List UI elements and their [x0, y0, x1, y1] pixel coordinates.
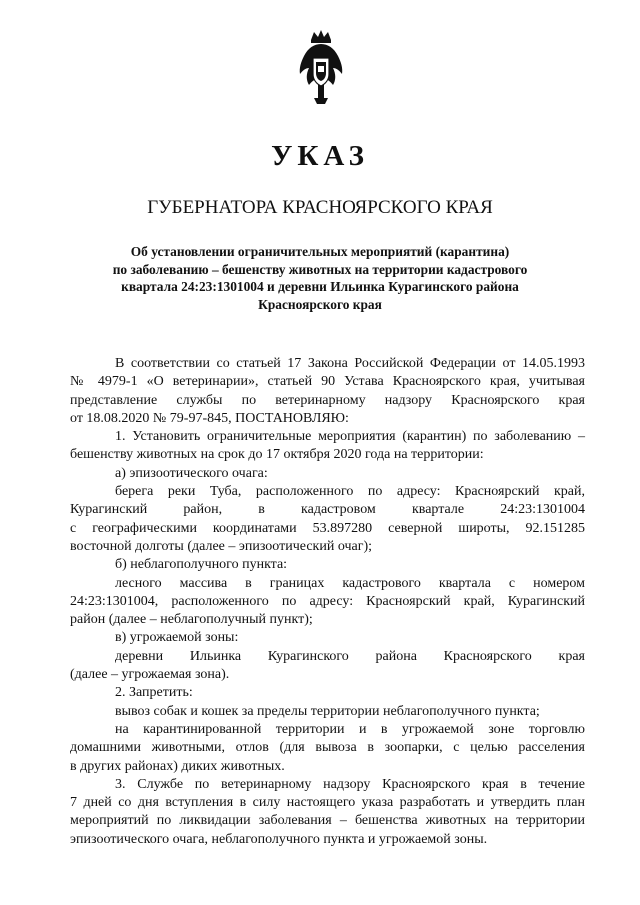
body-line: в) угрожаемой зоны:	[115, 630, 239, 646]
body-line: с географическими координатами 53.897280 северной широты, 92.151285	[70, 520, 585, 536]
body-line: 1. Установить ограничительные мероприятия (карантин) по заболеванию –	[115, 429, 585, 445]
subject-line: Об установлении ограничительных мероприятий (карантина)	[130, 244, 510, 259]
body-line: № 4979-1 «О ветеринарии», статьей 90 Устава Красноярского края, учитывая	[70, 374, 585, 390]
document-type-title: УКАЗ	[271, 140, 369, 172]
body-line: на карантинированной территории и в угрожаемой зоне торговлю	[115, 721, 585, 737]
body-line: 3. Службе по ветеринарному надзору Красноярского края в течение	[115, 776, 585, 792]
body-line: эпизоотического очага, неблагополучного пункта и угрожаемой зоны.	[70, 831, 488, 847]
body-line: район (далее – неблагополучный пункт);	[70, 612, 313, 628]
subject-line: квартала 24:23:1301004 и деревни Ильинка Курагинского района	[121, 279, 519, 295]
subject-line: Красноярского края	[258, 296, 382, 312]
body-line: 24:23:1301004, расположенного по адресу: Красноярский край, Курагинский	[70, 593, 585, 609]
body-line: Курагинский район, в кадастровом квартале 24:23:1301004	[70, 502, 585, 518]
body-line: домашними животными, отлов (для вывоза в зоопарки, с целью расселения	[70, 740, 585, 756]
decree-body	[70, 355, 585, 849]
subject-line: по заболеванию – бешенству животных на территории кадастрового	[112, 261, 528, 277]
body-line: лесного массива в границах кадастрового квартала с номером	[115, 575, 585, 591]
body-line: б) неблагополучного пункта:	[115, 557, 288, 573]
body-line: 2. Запретить:	[115, 685, 193, 701]
issuing-authority: ГУБЕРНАТОРА КРАСНОЯРСКОГО КРАЯ	[147, 197, 493, 218]
body-line: 7 дней со дня вступления в силу настоящего указа разработать и утвердить план	[70, 795, 585, 811]
body-line: (далее – угрожаемая зона).	[70, 667, 230, 683]
body-line: берега реки Туба, расположенного по адресу: Красноярский край,	[115, 484, 585, 500]
body-line: мероприятий по ликвидации заболевания – бешенства животных на территории	[70, 813, 585, 829]
body-line: представление службы по ветеринарному надзору Красноярского края	[70, 392, 585, 408]
body-line: в других районах) диких животных.	[70, 758, 285, 774]
body-line: восточной долготы (далее – эпизоотический очаг);	[70, 538, 373, 554]
body-line: от 18.08.2020 № 79-97-845, ПОСТАНОВЛЯЮ:	[70, 410, 349, 426]
body-line: деревни Ильинка Курагинского района Красноярского края	[115, 648, 585, 664]
body-line: а) эпизоотического очага:	[115, 465, 268, 481]
body-line: вывоз собак и кошек за пределы территории неблагополучного пункта;	[115, 703, 540, 719]
coat-of-arms-icon	[294, 28, 348, 106]
body-line: бешенству животных на срок до 17 октября 2020 года на территории:	[70, 447, 484, 463]
body-line: В соответствии со статьей 17 Закона Российской Федерации от 14.05.1993	[115, 356, 585, 371]
decree-subject	[60, 243, 580, 313]
